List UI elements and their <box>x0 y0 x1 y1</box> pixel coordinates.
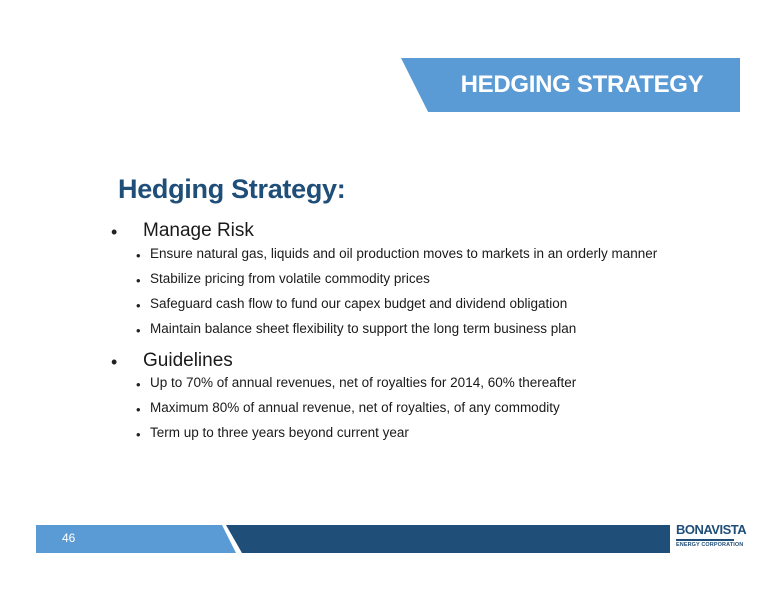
list-item-text: Term up to three years beyond current year <box>150 425 409 440</box>
bullet-list <box>0 375 776 450</box>
bullet-icon: • <box>136 298 141 313</box>
logo-tagline: ENERGY CORPORATION <box>676 542 744 548</box>
bullet-icon: • <box>136 402 141 417</box>
header-title: HEDGING STRATEGY <box>460 71 704 98</box>
list-item <box>0 400 776 425</box>
bullet-icon: • <box>111 352 118 372</box>
list-item-text: Ensure natural gas, liquids and oil production moves to markets in an orderly manner <box>150 246 658 261</box>
list-item-text: Safeguard cash flow to fund our capex budget and dividend obligation <box>150 296 568 311</box>
list-item <box>0 321 776 346</box>
list-item-text: Maintain balance sheet flexibility to support the long term business plan <box>150 321 577 336</box>
bullet-list <box>0 246 776 346</box>
list-item-text: Stabilize pricing from volatile commodity prices <box>150 271 430 286</box>
bullet-icon: • <box>136 323 141 338</box>
bullet-icon: • <box>136 273 141 288</box>
list-item-text: Maximum 80% of annual revenue, net of royalties, of any commodity <box>150 400 560 415</box>
list-item <box>0 271 776 296</box>
list-item <box>0 296 776 321</box>
company-logo <box>676 522 747 556</box>
list-item <box>0 375 776 400</box>
list-item <box>0 425 776 450</box>
page-title: Hedging Strategy: <box>118 174 346 204</box>
section-heading-text: Manage Risk <box>143 220 254 241</box>
logo-divider <box>676 539 734 541</box>
logo-name: BONAVISTA <box>676 522 747 537</box>
bullet-icon: • <box>136 377 141 392</box>
list-item-text: Up to 70% of annual revenues, net of royalties for 2014, 60% thereafter <box>150 375 577 390</box>
page-number: 46 <box>62 531 76 545</box>
section-heading <box>0 350 776 378</box>
footer-bar-dark <box>226 525 670 553</box>
section-guidelines <box>0 350 776 450</box>
section-heading-text: Guidelines <box>143 350 233 371</box>
bullet-icon: • <box>136 427 141 442</box>
section-heading <box>0 220 776 248</box>
bullet-icon: • <box>111 222 118 242</box>
bullet-icon: • <box>136 248 141 263</box>
section-manage-risk <box>0 220 776 346</box>
list-item <box>0 246 776 271</box>
